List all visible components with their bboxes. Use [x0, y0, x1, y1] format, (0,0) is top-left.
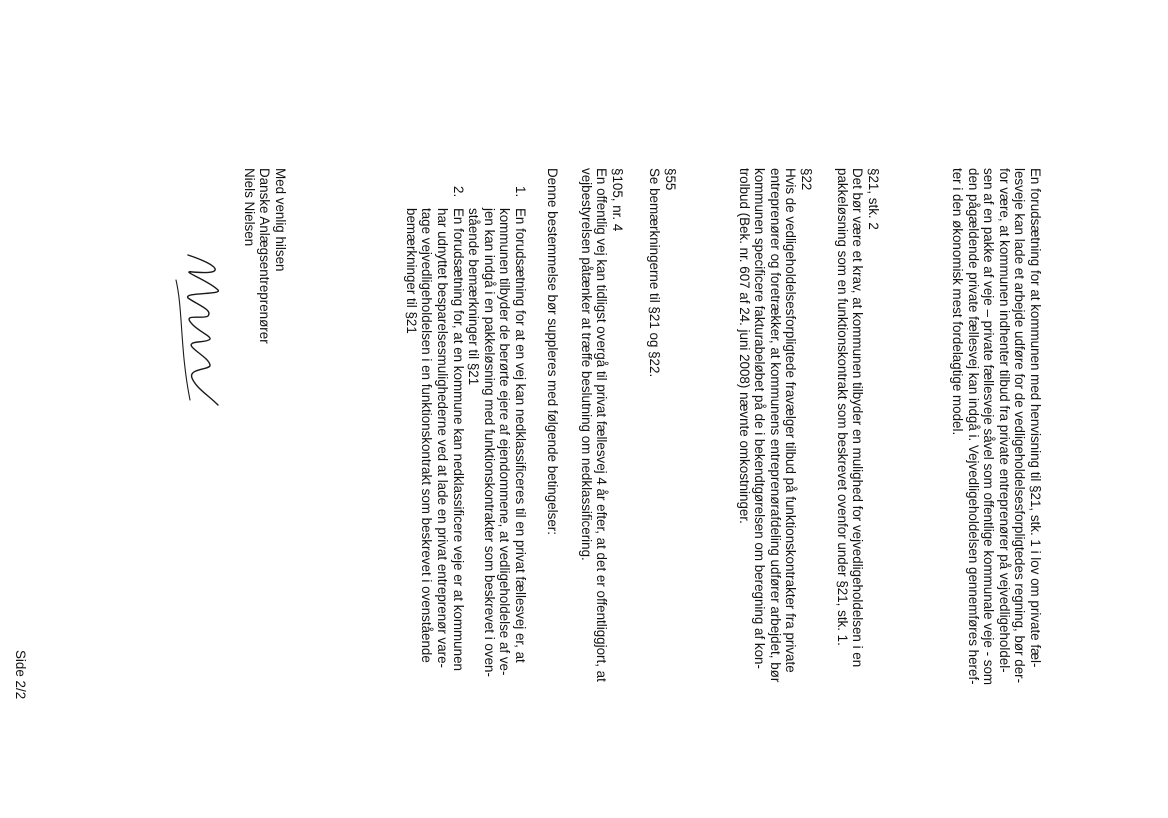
section-21-stk-2 — [834, 168, 881, 688]
text-line: trolbud (Bek. nr. 607 af 24. juni 2008) nævnte omkostninger. — [736, 168, 752, 524]
section-105-nr-4 — [578, 168, 625, 688]
text-line: bemærkninger til §21 — [403, 208, 419, 334]
text-line: kommunen specificere fakturabeløbet på de i bekendtgørelsen om beregning af kon- — [752, 168, 768, 669]
text-line: den pågældende private fællesvej kan indgå i. Vejvedligeholdelsen gennemføres heref- — [965, 168, 981, 685]
text-line: sen af en pakke af veje – private fællesveje såvel som offentlige kommunale veje - som — [981, 168, 997, 686]
intro-text — [949, 168, 1043, 688]
text-line: for være, at kommunen indhenter tilbud fra private entreprenører på vejvedligeholdel- — [996, 168, 1012, 673]
text-line: pakkeløsning som en funktionskontrakt som beskrevet ovenfor under §21, stk. 1. — [834, 168, 850, 646]
closing-block — [241, 168, 288, 468]
text-line: Det bør være et krav, at kommunen tilbyder en mulighed for vejvedligeholdelsen i en — [850, 168, 866, 668]
supplement-paragraph — [544, 168, 560, 688]
text-line: entreprenører og foretrækker, at kommunens entreprenørafdeling udfører arbejdet, bør — [767, 168, 783, 683]
list-item — [403, 168, 465, 688]
intro-paragraph — [949, 168, 1043, 688]
section-heading: §22 — [799, 168, 814, 191]
list-item — [466, 168, 528, 688]
text-line: En offentlig vej kan tidligst overgå til privat fællesvej 4 år efter, at det er offentliggjort, at — [594, 168, 610, 682]
section-55 — [647, 168, 678, 688]
text-line: kommunen tilbyder de berørte ejere af ejendommene, at vedligeholdelse af ve- — [497, 208, 513, 676]
text-line: vejbestyrelsen påtænker at træffe beslutning om nedklassificering. — [578, 168, 594, 561]
page-number: Side 2/2 — [13, 650, 28, 700]
text-line: tage vejvedligeholdelsen i en funktionskontrakt som beskrevet i ovenstående — [419, 208, 435, 663]
text-line: Denne bestemmelse bør suppleres med følgende betingelser: — [545, 168, 560, 535]
text-line: jen kan indgå i en pakkeløsning med funktionskontrakter som beskrevet i oven- — [481, 208, 497, 677]
text-line: En forudsætning for at en vej kan nedklassificeres til en privat fællesvej er, at — [513, 208, 528, 663]
text-line: En forudsætning for at kommunen med henvisning til §21, stk. 1 i lov om private fæl- — [1028, 168, 1043, 668]
text-line: lesveje kan lade et arbejde udføre for de vedligeholdelsesforpligtedes regning, bør der- — [1012, 168, 1028, 684]
text-line: ter i den økonomisk mest fordelagtige model. — [950, 168, 966, 436]
organization-name: Danske Anlægsentreprenører — [257, 168, 273, 344]
text-line: Se bemærkningerne til §21 og §22. — [647, 168, 663, 378]
closing-greeting: Med venlig hilsen — [273, 168, 288, 272]
text-line: stående bemærkninger til §21 — [466, 208, 482, 386]
text-line: En forudsætning for, at en kommune kan nedklassificere veje er at kommunen — [450, 208, 466, 671]
handwritten-signature — [168, 250, 238, 410]
conditions-list — [403, 168, 528, 688]
section-22 — [736, 168, 814, 688]
text-line: Hvis de vedligeholdelsesforpligtede fravælger tilbud på funktionskontrakter fra private — [783, 168, 799, 673]
text-line: har udnyttet besparelsesmulighederne ved at lade en privat entreprenør vare- — [435, 208, 451, 669]
list-number: 1. — [513, 186, 528, 198]
signatory-name: Niels Nielsen — [241, 168, 257, 247]
list-number: 2. — [450, 186, 466, 198]
section-heading: §105, nr. 4 — [610, 168, 625, 232]
section-heading: §21, stk. 2 — [866, 168, 881, 230]
section-heading: §55 — [663, 168, 678, 191]
